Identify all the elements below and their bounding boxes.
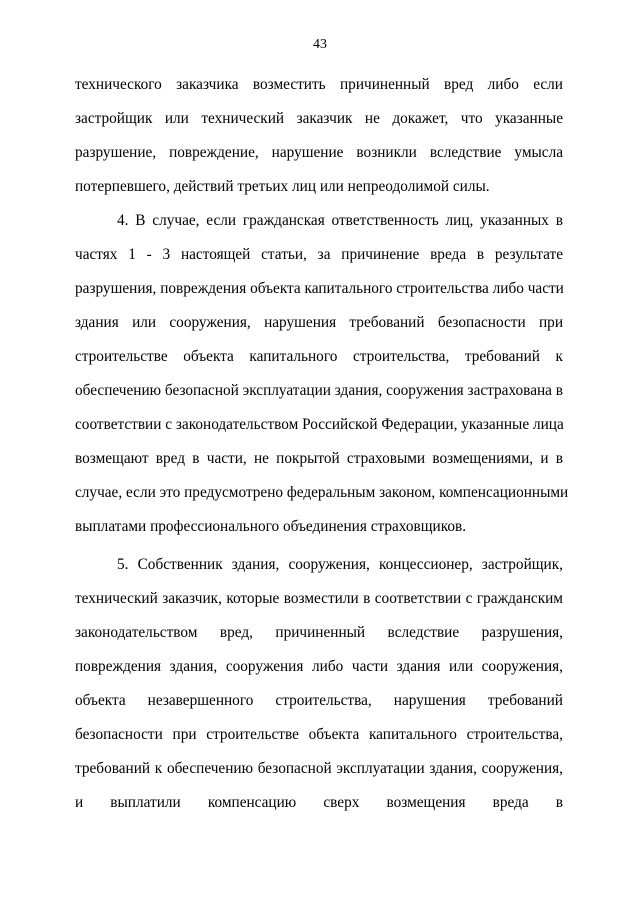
paragraph-5-first-line: 5. Собственник здания, сооружения, концессионер, застройщик, <box>117 556 563 573</box>
text-line: обеспечению безопасной эксплуатации здания, сооружения застрахована в <box>75 382 564 399</box>
page-number: 43 <box>313 37 327 52</box>
text-line: застройщик или технический заказчик не докажет, что указанные <box>75 110 563 127</box>
text-line: и выплатили компенсацию сверх возмещения вреда в <box>75 794 563 811</box>
text-line: частях 1 - 3 настоящей статьи, за причинение вреда в результате <box>75 246 563 263</box>
text-line: соответствии с законодательством Российской Федерации, указанные лица <box>75 416 564 433</box>
text-line: разрушение, повреждение, нарушение возникли вследствие умысла <box>75 144 563 161</box>
text-line: строительстве объекта капитального строительства, требований к <box>75 348 563 365</box>
text-line: разрушения, повреждения объекта капитального строительства либо части <box>75 280 564 297</box>
text-line: требований к обеспечению безопасной эксплуатации здания, сооружения, <box>75 760 563 777</box>
text-line: технический заказчик, которые возместили в соответствии с гражданским <box>75 590 563 607</box>
paragraph-4-first-line: 4. В случае, если гражданская ответственность лиц, указанных в <box>117 212 563 229</box>
text-line: безопасности при строительстве объекта капитального строительства, <box>75 726 563 743</box>
text-line: здания или сооружения, нарушения требований безопасности при <box>75 314 563 331</box>
text-line: случае, если это предусмотрено федеральным законом, компенсационными <box>75 484 569 501</box>
text-line: законодательством вред, причиненный вследствие разрушения, <box>75 624 563 641</box>
text-line: повреждения здания, сооружения либо части здания или сооружения, <box>75 658 563 675</box>
text-line: выплатами профессионального объединения страховщиков. <box>75 518 467 535</box>
text-line: технического заказчика возместить причиненный вред либо если <box>75 76 563 93</box>
text-line: возмещают вред в части, не покрытой страховыми возмещениями, и в <box>75 450 563 467</box>
text-line: потерпевшего, действий третьих лиц или непреодолимой силы. <box>75 178 490 195</box>
text-line: объекта незавершенного строительства, нарушения требований <box>75 692 563 709</box>
